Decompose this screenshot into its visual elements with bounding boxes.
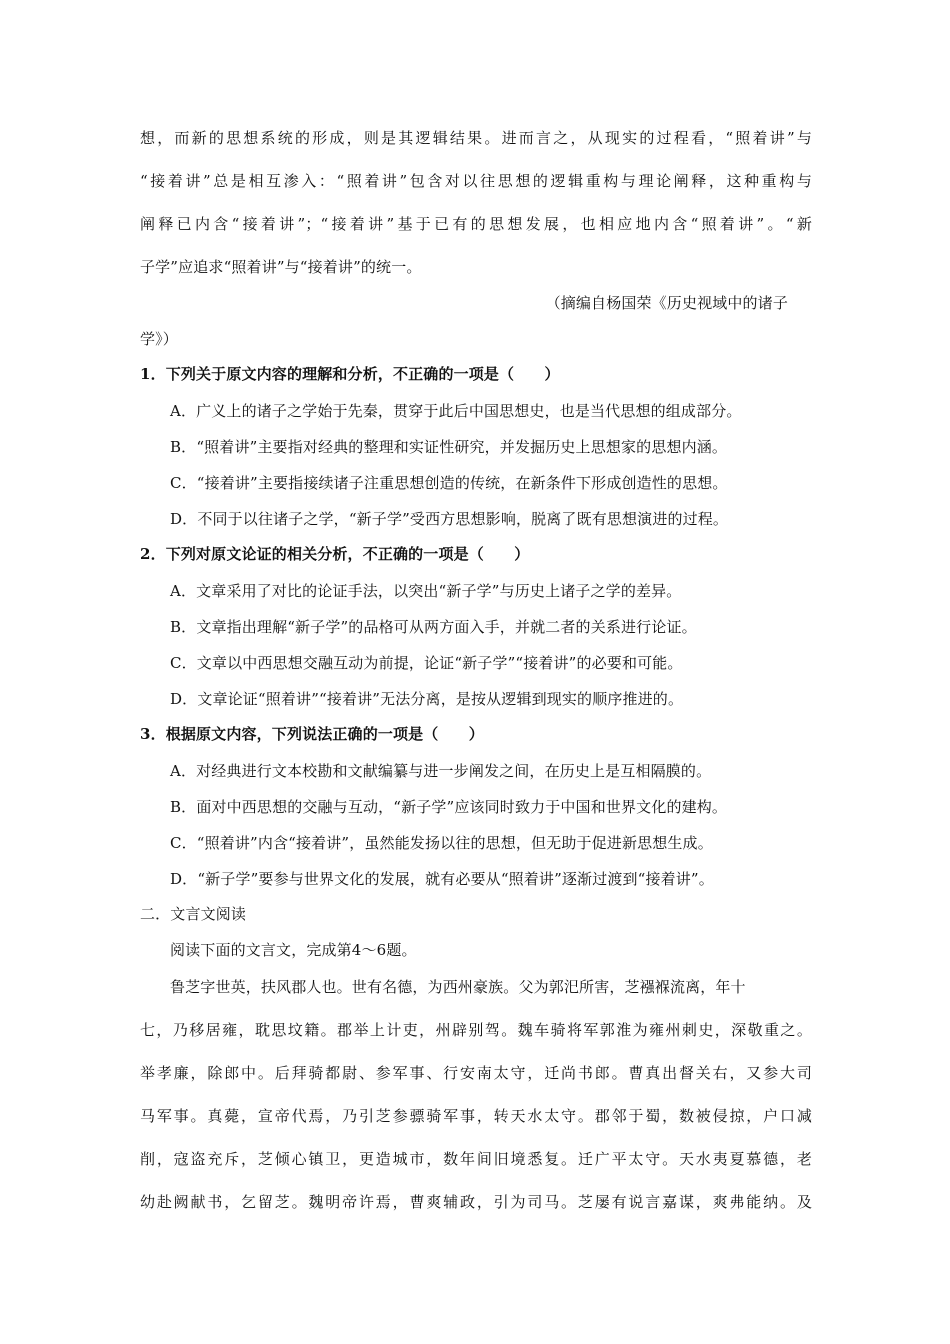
question-1-option-c: C．“接着讲”主要指接续诸子注重思想创造的传统，在新条件下形成创造性的思想。 — [170, 474, 728, 492]
passage-line-1: 想，而新的思想系统的形成，则是其逻辑结果。进而言之，从现实的过程看，“照着讲”与 — [140, 129, 812, 147]
question-2-option-a: A．文章采用了对比的论证手法，以突出“新子学”与历史上诸子之学的差异。 — [170, 582, 682, 600]
section-2-instruction: 阅读下面的文言文，完成第4～6题。 — [170, 941, 417, 959]
source-citation-line-1: （摘编自杨国荣《历史视域中的诸子 — [545, 294, 788, 312]
classical-text-line-6: 幼赴阙献书，乞留芝。魏明帝许焉，曹爽辅政，引为司马。芝屡有说言嘉谋，爽弗能纳。及 — [140, 1193, 812, 1211]
question-1-stem: 1．下列关于原文内容的理解和分析，不正确的一项是（ ） — [140, 365, 560, 383]
section-2-heading: 二．文言文阅读 — [140, 905, 247, 923]
question-2-option-d: D．文章论证“照着讲”“接着讲”无法分离，是按从逻辑到现实的顺序推进的。 — [170, 690, 684, 708]
question-2-stem: 2．下列对原文论证的相关分析，不正确的一项是（ ） — [140, 545, 530, 563]
question-1-option-d: D．不同于以往诸子之学，“新子学”受西方思想影响，脱离了既有思想演进的过程。 — [170, 510, 729, 528]
passage-line-4: 子学”应追求“照着讲”与“接着讲”的统一。 — [140, 258, 422, 276]
question-3-option-c: C．“照着讲”内含“接着讲”，虽然能发扬以往的思想，但无助于促进新思想生成。 — [170, 834, 713, 852]
passage-line-2: “接着讲”总是相互渗入：“照着讲”包含对以往思想的逻辑重构与理论阐释，这种重构与 — [140, 172, 812, 190]
question-3-option-d: D．“新子学”要参与世界文化的发展，就有必要从“照着讲”逐渐过渡到“接着讲”。 — [170, 870, 714, 888]
question-1-option-a: A．广义上的诸子之学始于先秦，贯穿于此后中国思想史，也是当代思想的组成部分。 — [170, 402, 742, 420]
question-1-option-b: B．“照着讲”主要指对经典的整理和实证性研究，并发掘历史上思想家的思想内涵。 — [170, 438, 728, 456]
source-citation-line-2: 学》） — [140, 330, 178, 348]
classical-text-line-4: 马军事。真薨，宣帝代焉，乃引芝参骠骑军事，转天水太守。郡邻于蜀，数被侵掠，户口减 — [140, 1107, 812, 1125]
classical-text-line-2: 七，乃移居雍，耽思坟籍。郡举上计吏，州辟别驾。魏车骑将军郭淮为雍州刺史，深敬重之。 — [140, 1021, 812, 1039]
question-2-option-b: B．文章指出理解“新子学”的品格可从两方面入手，并就二者的关系进行论证。 — [170, 618, 697, 636]
classical-text-line-3: 举孝廉，除郎中。后拜骑都尉、参军事、行安南太守，迁尚书郎。曹真出督关右，又参大司 — [140, 1064, 812, 1082]
classical-text-line-1: 鲁芝字世英，扶风郡人也。世有名德，为西州豪族。父为郭汜所害，芝襁褓流离，年十 — [170, 978, 746, 996]
question-3-option-b: B．面对中西思想的交融与互动，“新子学”应该同时致力于中国和世界文化的建构。 — [170, 798, 728, 816]
question-2-option-c: C．文章以中西思想交融互动为前提，论证“新子学”“接着讲”的必要和可能。 — [170, 654, 683, 672]
classical-text-line-5: 削，寇盗充斥，芝倾心镇卫，更造城市，数年间旧境悉复。迁广平太守。天水夷夏慕德，老 — [140, 1150, 812, 1168]
passage-line-3: 阐释已内含“接着讲”；“接着讲”基于已有的思想发展，也相应地内含“照着讲”。“新 — [140, 215, 812, 233]
question-3-option-a: A．对经典进行文本校勘和文献编纂与进一步阐发之间，在历史上是互相隔膜的。 — [170, 762, 712, 780]
question-3-stem: 3．根据原文内容，下列说法正确的一项是（ ） — [140, 725, 484, 743]
